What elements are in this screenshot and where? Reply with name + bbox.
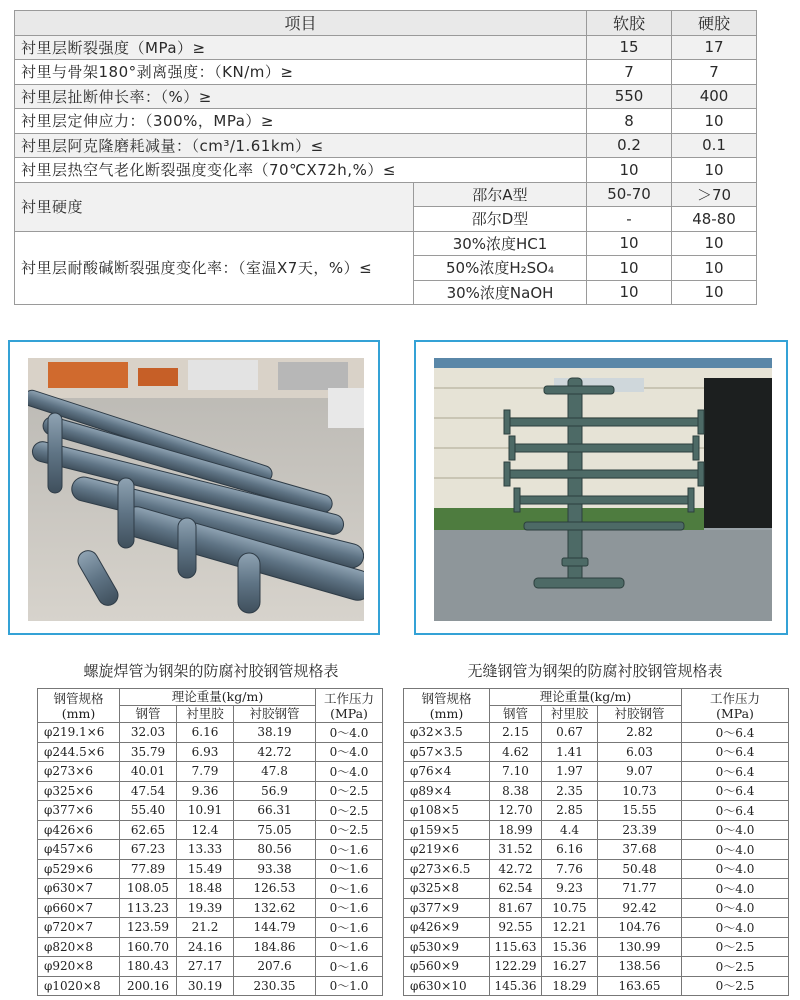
cell-lined-pipe-weight: 66.31 (234, 801, 316, 821)
acid-label: 衬里层耐酸碱断裂强度变化率：（室温X7天，%）≤ (15, 231, 414, 305)
cell-lining-weight: 18.48 (177, 879, 234, 899)
header-pipe-size-unit: (mm) (61, 705, 96, 721)
lined-manifold-image (434, 358, 772, 621)
table-row (38, 762, 383, 782)
cell-pipe-size: φ1020×8 (38, 976, 120, 996)
table-row (38, 781, 383, 801)
cell-steel-weight: 67.23 (120, 840, 177, 860)
lined-manifold-photo (414, 340, 788, 635)
cell-working-pressure: 0～2.5 (682, 957, 789, 977)
header-pipe-size (404, 689, 490, 723)
table-row (404, 762, 789, 782)
cell-lined-pipe-weight: 230.35 (234, 976, 316, 996)
cell-working-pressure: 0～1.6 (316, 859, 383, 879)
cell-lined-pipe-weight: 93.38 (234, 859, 316, 879)
cell-pipe-size: φ219×6 (404, 840, 490, 860)
cell-working-pressure: 0～2.5 (682, 937, 789, 957)
spiral-spec-table (37, 688, 383, 996)
cell-working-pressure: 0～6.4 (682, 742, 789, 762)
cell-lining-weight: 18.29 (542, 976, 598, 996)
header-item: 项目 (15, 11, 587, 36)
table-row (404, 879, 789, 899)
header-steel-pipe: 钢管 (490, 706, 542, 723)
property-row (15, 109, 757, 134)
cell-lining-weight: 0.67 (542, 723, 598, 743)
cell-pipe-size: φ820×8 (38, 937, 120, 957)
cell-working-pressure: 0～1.0 (316, 976, 383, 996)
lined-pipes-image (28, 358, 364, 621)
cell-pipe-size: φ273×6 (38, 762, 120, 782)
cell-lined-pipe-weight: 104.76 (598, 918, 682, 938)
spec-header-row (404, 689, 789, 706)
cell-lined-pipe-weight: 6.03 (598, 742, 682, 762)
property-item: 衬里与骨架180°剥离强度：（KN/m）≥ (15, 60, 587, 85)
acid-sub-label: 50%浓度H₂SO₄ (414, 256, 587, 281)
cell-lined-pipe-weight: 184.86 (234, 937, 316, 957)
cell-lined-pipe-weight: 38.19 (234, 723, 316, 743)
cell-lining-weight: 1.41 (542, 742, 598, 762)
header-working-pressure-label: 工作压力 (710, 690, 761, 706)
seamless-table-body (404, 723, 789, 996)
table-row (404, 742, 789, 762)
cell-pipe-size: φ244.5×6 (38, 742, 120, 762)
cell-working-pressure: 0～1.6 (316, 957, 383, 977)
cell-steel-weight: 62.54 (490, 879, 542, 899)
cell-steel-weight: 7.10 (490, 762, 542, 782)
property-hard-value: 10 (672, 158, 757, 183)
cell-steel-weight: 2.15 (490, 723, 542, 743)
header-theoretical-weight: 理论重量(kg/m) (490, 689, 682, 706)
cell-lined-pipe-weight: 92.42 (598, 898, 682, 918)
cell-lined-pipe-weight: 75.05 (234, 820, 316, 840)
property-soft-value: 7 (587, 60, 672, 85)
cell-steel-weight: 77.89 (120, 859, 177, 879)
cell-working-pressure: 0～4.0 (682, 820, 789, 840)
cell-steel-weight: 180.43 (120, 957, 177, 977)
header-pipe-size-label: 钢管规格 (53, 690, 104, 706)
header-lining-rubber: 衬里胶 (542, 706, 598, 723)
cell-lining-weight: 10.75 (542, 898, 598, 918)
cell-lining-weight: 15.49 (177, 859, 234, 879)
cell-pipe-size: φ273×6.5 (404, 859, 490, 879)
cell-lined-pipe-weight: 37.68 (598, 840, 682, 860)
cell-lining-weight: 2.85 (542, 801, 598, 821)
cell-lined-pipe-weight: 132.62 (234, 898, 316, 918)
acid-soft-value: 10 (587, 256, 672, 281)
property-hard-value: 400 (672, 84, 757, 109)
table-row (38, 879, 383, 899)
table-row (38, 801, 383, 821)
table-row (404, 859, 789, 879)
acid-row (15, 231, 757, 256)
cell-pipe-size: φ76×4 (404, 762, 490, 782)
cell-lining-weight: 15.36 (542, 937, 598, 957)
table-row (38, 937, 383, 957)
property-row (15, 60, 757, 85)
cell-working-pressure: 0～2.5 (316, 801, 383, 821)
cell-pipe-size: φ630×10 (404, 976, 490, 996)
table-row (404, 840, 789, 860)
cell-lining-weight: 16.27 (542, 957, 598, 977)
spiral-table-title: 螺旋焊管为钢架的防腐衬胶钢管规格表 (83, 662, 339, 680)
cell-pipe-size: φ660×7 (38, 898, 120, 918)
cell-lined-pipe-weight: 2.82 (598, 723, 682, 743)
table-row (404, 820, 789, 840)
header-working-pressure (682, 689, 789, 723)
cell-steel-weight: 47.54 (120, 781, 177, 801)
cell-steel-weight: 55.40 (120, 801, 177, 821)
table-row (404, 918, 789, 938)
cell-working-pressure: 0～2.5 (316, 781, 383, 801)
cell-lined-pipe-weight: 71.77 (598, 879, 682, 899)
table-row (404, 976, 789, 996)
cell-steel-weight: 113.23 (120, 898, 177, 918)
cell-lined-pipe-weight: 47.8 (234, 762, 316, 782)
table-row (404, 937, 789, 957)
cell-steel-weight: 81.67 (490, 898, 542, 918)
table-row (404, 898, 789, 918)
cell-working-pressure: 0～4.0 (682, 879, 789, 899)
acid-hard-value: 10 (672, 231, 757, 256)
cell-lined-pipe-weight: 42.72 (234, 742, 316, 762)
seamless-table-title: 无缝钢管为钢架的防腐衬胶钢管规格表 (467, 662, 723, 680)
cell-working-pressure: 0～4.0 (316, 723, 383, 743)
spiral-table-body (38, 723, 383, 996)
acid-soft-value: 10 (587, 280, 672, 305)
header-working-pressure (316, 689, 383, 723)
table-row (38, 840, 383, 860)
cell-pipe-size: φ630×7 (38, 879, 120, 899)
cell-steel-weight: 42.72 (490, 859, 542, 879)
cell-pipe-size: φ720×7 (38, 918, 120, 938)
header-pipe-size-label: 钢管规格 (421, 690, 472, 706)
cell-pipe-size: φ108×5 (404, 801, 490, 821)
cell-pipe-size: φ377×6 (38, 801, 120, 821)
cell-working-pressure: 0～4.0 (682, 918, 789, 938)
property-item: 衬里层阿克隆磨耗减量：（cm³/1.61km）≤ (15, 133, 587, 158)
property-item: 衬里层定伸应力：（300%，MPa）≥ (15, 109, 587, 134)
cell-working-pressure: 0～6.4 (682, 723, 789, 743)
cell-pipe-size: φ32×3.5 (404, 723, 490, 743)
hardness-label: 衬里硬度 (15, 182, 414, 231)
cell-lined-pipe-weight: 9.07 (598, 762, 682, 782)
cell-steel-weight: 200.16 (120, 976, 177, 996)
cell-steel-weight: 31.52 (490, 840, 542, 860)
acid-soft-value: 10 (587, 231, 672, 256)
property-soft-value: 550 (587, 84, 672, 109)
property-soft-value: 10 (587, 158, 672, 183)
cell-lining-weight: 30.19 (177, 976, 234, 996)
cell-pipe-size: φ57×3.5 (404, 742, 490, 762)
cell-steel-weight: 92.55 (490, 918, 542, 938)
header-theoretical-weight: 理论重量(kg/m) (120, 689, 316, 706)
cell-pipe-size: φ529×6 (38, 859, 120, 879)
cell-lining-weight: 10.91 (177, 801, 234, 821)
cell-pipe-size: φ426×6 (38, 820, 120, 840)
table-row (38, 898, 383, 918)
property-item: 衬里层热空气老化断裂强度变化率（70℃X72h,%）≤ (15, 158, 587, 183)
acid-hard-value: 10 (672, 256, 757, 281)
cell-lining-weight: 21.2 (177, 918, 234, 938)
cell-steel-weight: 123.59 (120, 918, 177, 938)
header-working-pressure-unit: (MPa) (330, 705, 368, 721)
cell-pipe-size: φ219.1×6 (38, 723, 120, 743)
cell-steel-weight: 4.62 (490, 742, 542, 762)
acid-hard-value: 10 (672, 280, 757, 305)
table-row (38, 859, 383, 879)
cell-lined-pipe-weight: 207.6 (234, 957, 316, 977)
cell-lined-pipe-weight: 163.65 (598, 976, 682, 996)
cell-working-pressure: 0～2.5 (316, 820, 383, 840)
hardness-hard-value: ＞70 (672, 182, 757, 207)
hardness-hard-value: 48-80 (672, 207, 757, 232)
cell-working-pressure: 0～6.4 (682, 801, 789, 821)
cell-lining-weight: 13.33 (177, 840, 234, 860)
cell-pipe-size: φ426×9 (404, 918, 490, 938)
property-hard-value: 17 (672, 35, 757, 60)
lined-pipes-photo (8, 340, 380, 635)
cell-lining-weight: 1.97 (542, 762, 598, 782)
acid-sub-label: 30%浓度HC1 (414, 231, 587, 256)
cell-lined-pipe-weight: 80.56 (234, 840, 316, 860)
cell-steel-weight: 62.65 (120, 820, 177, 840)
cell-steel-weight: 115.63 (490, 937, 542, 957)
header-pipe-size-unit: (mm) (429, 705, 464, 721)
cell-lining-weight: 7.79 (177, 762, 234, 782)
cell-lined-pipe-weight: 15.55 (598, 801, 682, 821)
cell-working-pressure: 0～4.0 (682, 840, 789, 860)
cell-lining-weight: 7.76 (542, 859, 598, 879)
header-lined-pipe: 衬胶钢管 (598, 706, 682, 723)
header-working-pressure-unit: (MPa) (716, 705, 754, 721)
header-lined-pipe: 衬胶钢管 (234, 706, 316, 723)
cell-working-pressure: 0～4.0 (316, 762, 383, 782)
cell-working-pressure: 0～6.4 (682, 781, 789, 801)
cell-steel-weight: 8.38 (490, 781, 542, 801)
cell-pipe-size: φ560×9 (404, 957, 490, 977)
cell-working-pressure: 0～1.6 (316, 840, 383, 860)
table-row (38, 820, 383, 840)
table-row (38, 918, 383, 938)
property-soft-value: 8 (587, 109, 672, 134)
cell-pipe-size: φ530×9 (404, 937, 490, 957)
cell-working-pressure: 0～4.0 (682, 898, 789, 918)
property-hard-value: 7 (672, 60, 757, 85)
cell-pipe-size: φ89×4 (404, 781, 490, 801)
property-row (15, 133, 757, 158)
cell-pipe-size: φ377×9 (404, 898, 490, 918)
cell-steel-weight: 108.05 (120, 879, 177, 899)
table-row (38, 723, 383, 743)
header-pipe-size (38, 689, 120, 723)
cell-lined-pipe-weight: 138.56 (598, 957, 682, 977)
table-row (404, 723, 789, 743)
cell-lining-weight: 12.4 (177, 820, 234, 840)
hardness-sub-label: 邵尔D型 (414, 207, 587, 232)
table-row (38, 957, 383, 977)
cell-steel-weight: 12.70 (490, 801, 542, 821)
table-row (38, 742, 383, 762)
cell-working-pressure: 0～1.6 (316, 879, 383, 899)
cell-lining-weight: 6.16 (542, 840, 598, 860)
cell-lined-pipe-weight: 126.53 (234, 879, 316, 899)
property-item: 衬里层断裂强度（MPa）≥ (15, 35, 587, 60)
cell-steel-weight: 145.36 (490, 976, 542, 996)
header-working-pressure-label: 工作压力 (324, 690, 375, 706)
cell-lined-pipe-weight: 10.73 (598, 781, 682, 801)
cell-working-pressure: 0～6.4 (682, 762, 789, 782)
cell-lining-weight: 6.93 (177, 742, 234, 762)
property-hard-value: 0.1 (672, 133, 757, 158)
cell-lining-weight: 19.39 (177, 898, 234, 918)
header-lining-rubber: 衬里胶 (177, 706, 234, 723)
cell-lined-pipe-weight: 50.48 (598, 859, 682, 879)
cell-working-pressure: 0～1.6 (316, 918, 383, 938)
hardness-sub-label: 邵尔A型 (414, 182, 587, 207)
table-row (404, 781, 789, 801)
cell-lined-pipe-weight: 130.99 (598, 937, 682, 957)
cell-pipe-size: φ920×8 (38, 957, 120, 977)
header-soft-rubber: 软胶 (587, 11, 672, 36)
cell-steel-weight: 32.03 (120, 723, 177, 743)
cell-lining-weight: 6.16 (177, 723, 234, 743)
property-row (15, 35, 757, 60)
table-row (404, 957, 789, 977)
property-soft-value: 15 (587, 35, 672, 60)
cell-working-pressure: 0～1.6 (316, 937, 383, 957)
property-soft-value: 0.2 (587, 133, 672, 158)
property-table-body (15, 35, 757, 305)
cell-lining-weight: 12.21 (542, 918, 598, 938)
hardness-row (15, 182, 757, 207)
cell-lining-weight: 2.35 (542, 781, 598, 801)
hardness-soft-value: 50-70 (587, 182, 672, 207)
cell-working-pressure: 0～4.0 (316, 742, 383, 762)
cell-lined-pipe-weight: 144.79 (234, 918, 316, 938)
table-row (38, 976, 383, 996)
property-header-row (15, 11, 757, 36)
cell-lining-weight: 9.23 (542, 879, 598, 899)
property-row (15, 158, 757, 183)
table-row (404, 801, 789, 821)
hardness-soft-value: - (587, 207, 672, 232)
cell-steel-weight: 160.70 (120, 937, 177, 957)
cell-lining-weight: 27.17 (177, 957, 234, 977)
cell-steel-weight: 40.01 (120, 762, 177, 782)
property-table (14, 10, 757, 305)
property-item: 衬里层扯断伸长率：（%）≥ (15, 84, 587, 109)
header-hard-rubber: 硬胶 (672, 11, 757, 36)
property-hard-value: 10 (672, 109, 757, 134)
cell-lined-pipe-weight: 56.9 (234, 781, 316, 801)
cell-steel-weight: 18.99 (490, 820, 542, 840)
cell-lined-pipe-weight: 23.39 (598, 820, 682, 840)
spec-header-row (38, 689, 383, 706)
property-row (15, 84, 757, 109)
cell-working-pressure: 0～1.6 (316, 898, 383, 918)
cell-lining-weight: 24.16 (177, 937, 234, 957)
cell-pipe-size: φ159×5 (404, 820, 490, 840)
cell-working-pressure: 0～4.0 (682, 859, 789, 879)
cell-pipe-size: φ325×6 (38, 781, 120, 801)
cell-lining-weight: 4.4 (542, 820, 598, 840)
cell-steel-weight: 35.79 (120, 742, 177, 762)
cell-lining-weight: 9.36 (177, 781, 234, 801)
cell-pipe-size: φ325×8 (404, 879, 490, 899)
header-steel-pipe: 钢管 (120, 706, 177, 723)
cell-steel-weight: 122.29 (490, 957, 542, 977)
seamless-spec-table (403, 688, 789, 996)
cell-pipe-size: φ457×6 (38, 840, 120, 860)
acid-sub-label: 30%浓度NaOH (414, 280, 587, 305)
cell-working-pressure: 0～2.5 (682, 976, 789, 996)
